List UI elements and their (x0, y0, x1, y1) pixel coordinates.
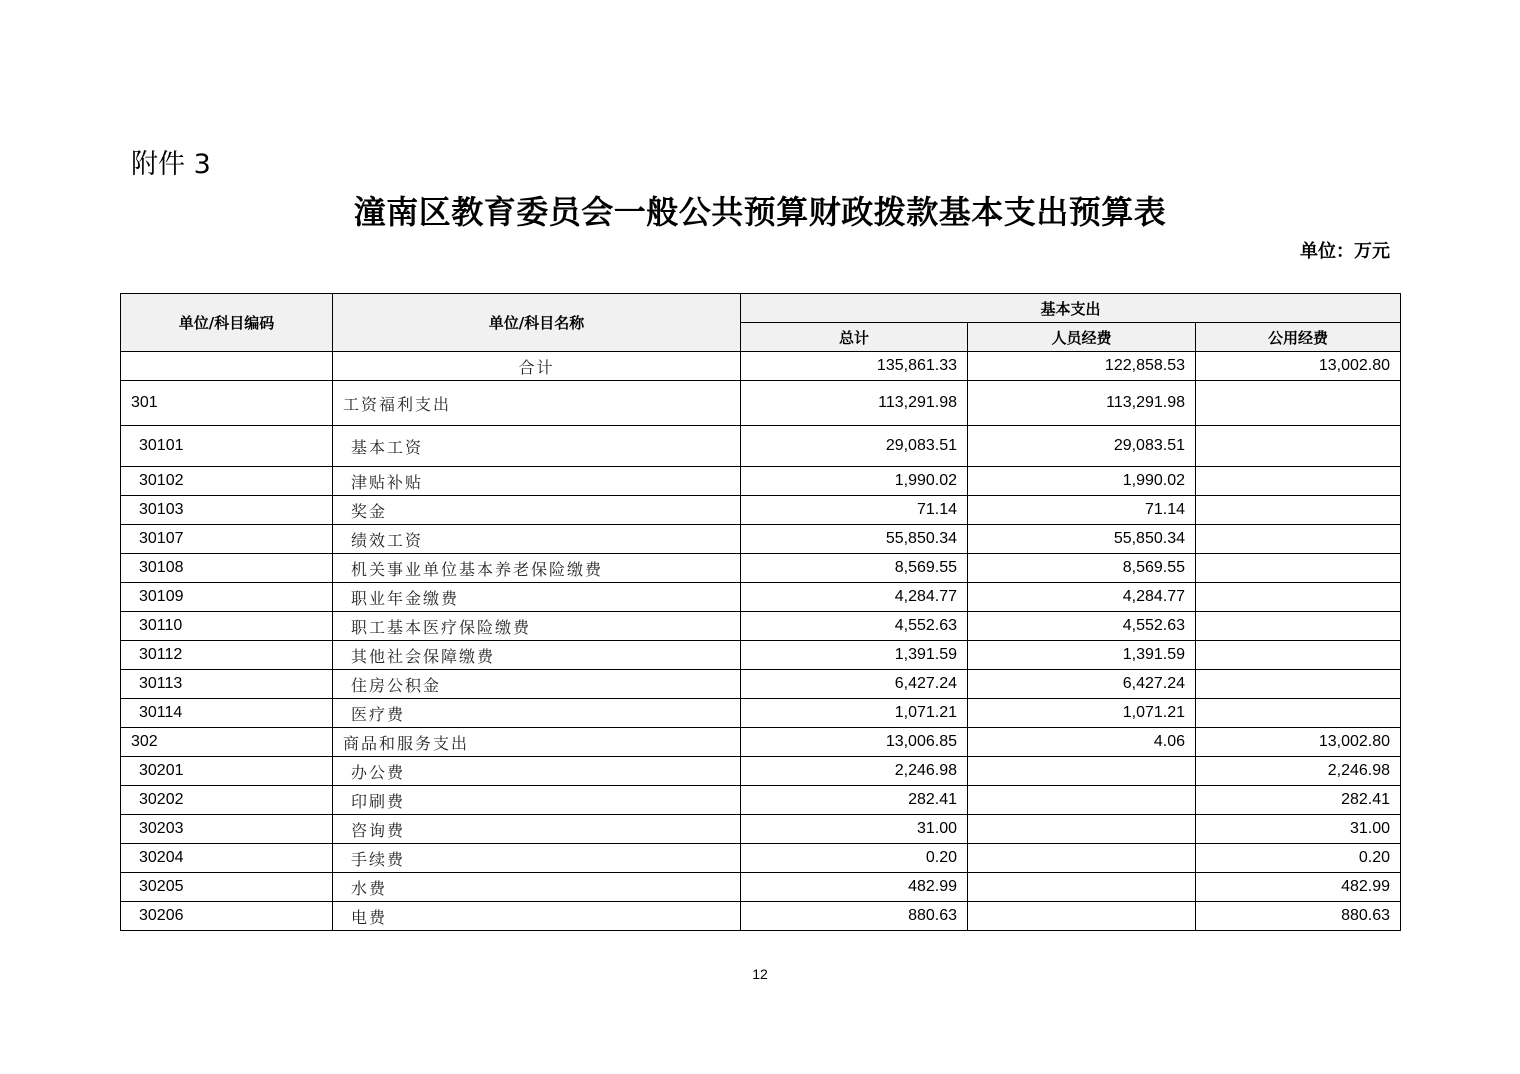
cell-code: 30201 (121, 757, 333, 786)
cell-personnel (968, 757, 1196, 786)
cell-personnel (968, 873, 1196, 902)
header-name: 单位/科目名称 (333, 294, 741, 352)
table-row (121, 554, 1401, 583)
cell-total: 1,990.02 (741, 467, 968, 496)
cell-code: 30114 (121, 699, 333, 728)
cell-name: 咨询费 (333, 815, 741, 844)
table-row (121, 641, 1401, 670)
table-row (121, 844, 1401, 873)
cell-code: 30109 (121, 583, 333, 612)
cell-name: 绩效工资 (333, 525, 741, 554)
cell-personnel: 113,291.98 (968, 381, 1196, 426)
cell-public (1196, 670, 1401, 699)
cell-public (1196, 583, 1401, 612)
cell-personnel: 4.06 (968, 728, 1196, 757)
table-row (121, 496, 1401, 525)
header-total: 总计 (741, 323, 968, 352)
cell-total: 8,569.55 (741, 554, 968, 583)
table-row (121, 815, 1401, 844)
cell-public (1196, 426, 1401, 467)
table-row (121, 583, 1401, 612)
cell-code: 30110 (121, 612, 333, 641)
cell-name: 住房公积金 (333, 670, 741, 699)
cell-total: 1,071.21 (741, 699, 968, 728)
cell-total: 71.14 (741, 496, 968, 525)
budget-table (120, 293, 1401, 931)
table-row (121, 670, 1401, 699)
cell-total: 29,083.51 (741, 426, 968, 467)
cell-public: 0.20 (1196, 844, 1401, 873)
cell-personnel: 4,552.63 (968, 612, 1196, 641)
cell-public (1196, 525, 1401, 554)
header-code: 单位/科目编码 (121, 294, 333, 352)
cell-total: 482.99 (741, 873, 968, 902)
cell-name: 电费 (333, 902, 741, 931)
cell-total: 4,552.63 (741, 612, 968, 641)
cell-name: 合计 (333, 352, 741, 381)
cell-public (1196, 467, 1401, 496)
cell-code: 30202 (121, 786, 333, 815)
cell-code: 30113 (121, 670, 333, 699)
header-public: 公用经费 (1196, 323, 1401, 352)
cell-code: 30205 (121, 873, 333, 902)
cell-name: 手续费 (333, 844, 741, 873)
cell-public: 31.00 (1196, 815, 1401, 844)
cell-name: 医疗费 (333, 699, 741, 728)
cell-total: 6,427.24 (741, 670, 968, 699)
table-row (121, 612, 1401, 641)
cell-personnel: 122,858.53 (968, 352, 1196, 381)
cell-personnel (968, 815, 1196, 844)
cell-code: 30102 (121, 467, 333, 496)
page-number: 12 (752, 966, 768, 982)
cell-personnel: 1,990.02 (968, 467, 1196, 496)
cell-personnel: 4,284.77 (968, 583, 1196, 612)
cell-code: 30108 (121, 554, 333, 583)
cell-name: 津贴补贴 (333, 467, 741, 496)
cell-total: 31.00 (741, 815, 968, 844)
cell-public: 13,002.80 (1196, 728, 1401, 757)
cell-personnel (968, 844, 1196, 873)
table-row (121, 757, 1401, 786)
cell-total: 0.20 (741, 844, 968, 873)
cell-personnel: 55,850.34 (968, 525, 1196, 554)
cell-public: 13,002.80 (1196, 352, 1401, 381)
cell-code: 30112 (121, 641, 333, 670)
table-row (121, 786, 1401, 815)
cell-code: 30107 (121, 525, 333, 554)
table-header (121, 294, 1401, 352)
cell-code: 30206 (121, 902, 333, 931)
cell-code: 302 (121, 728, 333, 757)
header-basic-expenditure: 基本支出 (741, 294, 1401, 323)
table-row (121, 902, 1401, 931)
unit-label: 单位：万元 (1300, 241, 1390, 262)
cell-personnel: 1,071.21 (968, 699, 1196, 728)
cell-name: 办公费 (333, 757, 741, 786)
table-row (121, 728, 1401, 757)
cell-name: 基本工资 (333, 426, 741, 467)
document-title: 潼南区教育委员会一般公共预算财政拨款基本支出预算表 (353, 193, 1167, 231)
header-personnel: 人员经费 (968, 323, 1196, 352)
cell-total: 282.41 (741, 786, 968, 815)
cell-code: 301 (121, 381, 333, 426)
cell-name: 职业年金缴费 (333, 583, 741, 612)
cell-public (1196, 381, 1401, 426)
cell-name: 工资福利支出 (333, 381, 741, 426)
table-row (121, 873, 1401, 902)
cell-public (1196, 496, 1401, 525)
cell-total: 55,850.34 (741, 525, 968, 554)
cell-personnel (968, 786, 1196, 815)
table-row (121, 525, 1401, 554)
cell-personnel: 6,427.24 (968, 670, 1196, 699)
cell-personnel: 8,569.55 (968, 554, 1196, 583)
table-row (121, 381, 1401, 426)
cell-public (1196, 699, 1401, 728)
cell-total: 880.63 (741, 902, 968, 931)
cell-name: 水费 (333, 873, 741, 902)
cell-code (121, 352, 333, 381)
table-row-total (121, 352, 1401, 381)
cell-name: 其他社会保障缴费 (333, 641, 741, 670)
table-row (121, 699, 1401, 728)
cell-personnel: 29,083.51 (968, 426, 1196, 467)
cell-public (1196, 641, 1401, 670)
cell-total: 2,246.98 (741, 757, 968, 786)
cell-name: 商品和服务支出 (333, 728, 741, 757)
cell-code: 30203 (121, 815, 333, 844)
cell-name: 奖金 (333, 496, 741, 525)
table-row (121, 426, 1401, 467)
cell-total: 4,284.77 (741, 583, 968, 612)
cell-code: 30101 (121, 426, 333, 467)
cell-public: 880.63 (1196, 902, 1401, 931)
cell-public: 2,246.98 (1196, 757, 1401, 786)
table-body (121, 352, 1401, 931)
cell-personnel: 71.14 (968, 496, 1196, 525)
cell-name: 印刷费 (333, 786, 741, 815)
cell-personnel: 1,391.59 (968, 641, 1196, 670)
cell-code: 30204 (121, 844, 333, 873)
cell-public: 482.99 (1196, 873, 1401, 902)
cell-public (1196, 554, 1401, 583)
table-row (121, 467, 1401, 496)
cell-personnel (968, 902, 1196, 931)
cell-total: 113,291.98 (741, 381, 968, 426)
attachment-label: 附件 3 (131, 149, 211, 180)
cell-total: 13,006.85 (741, 728, 968, 757)
cell-name: 机关事业单位基本养老保险缴费 (333, 554, 741, 583)
cell-total: 135,861.33 (741, 352, 968, 381)
cell-name: 职工基本医疗保险缴费 (333, 612, 741, 641)
cell-total: 1,391.59 (741, 641, 968, 670)
cell-public (1196, 612, 1401, 641)
cell-code: 30103 (121, 496, 333, 525)
cell-public: 282.41 (1196, 786, 1401, 815)
